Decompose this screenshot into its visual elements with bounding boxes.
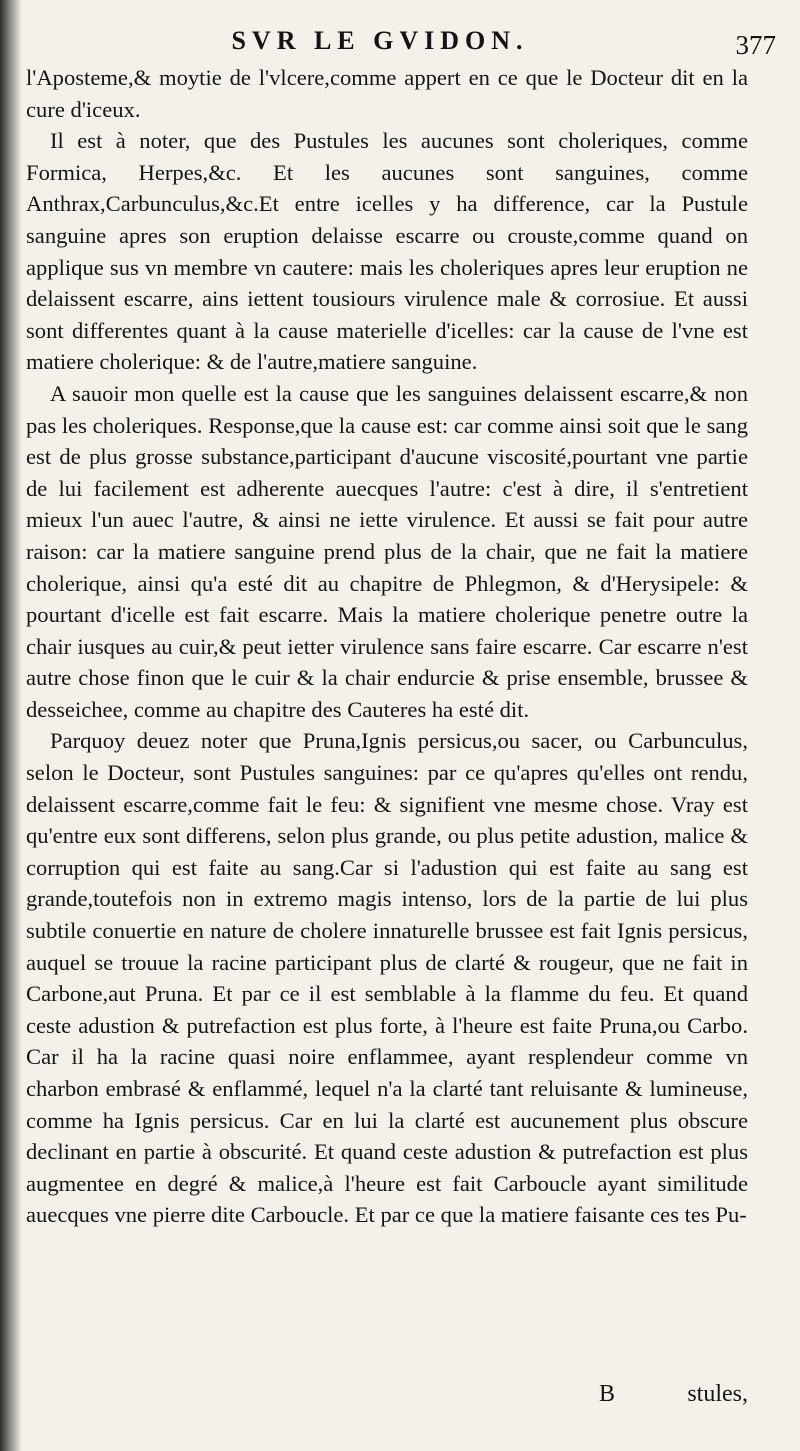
catchline [26,1381,748,1415]
running-title: SVR LE GVIDON. [231,26,529,55]
page-number: 377 [735,30,776,60]
paragraph: Parquoy deuez noter que Pruna,Ignis persicus,ou sacer, ou Carbunculus, selon le Docteur, sont Pustules sanguines: par ce qu'apres qu'elles ont rendu, delaissent escarre,comme fait le feu: & signifient vne mesme chose. Vray est qu'entre eux sont differens, selon plus grande, ou plus petite adustion, malice & corruption qui est faite au sang.Car si l'adustion qui est faite au sang est grande,toutefois non in extremo magis intenso, lors de la partie de lui plus subtile conuertie en nature de cholere innaturelle brussee est fait Ignis persicus, auquel se trouue la racine participant plus de clarté & rougeur, que ne fait in Carbone,aut Pruna. Et par ce il est semblable à la flamme du feu. Et quand ceste adustion & putrefaction est plus forte, à l'heure est faite Pruna,ou Carbo. Car il ha la racine quasi noire enflammee, ayant resplendeur comme vn charbon embrasé & enflammé, lequel n'a la clarté tant reluisante & lumineuse, comme ha Ignis persicus. Car en lui la clarté est aucunement plus obscure declinant en partie à obscurité. Et quand ceste adustion & putrefaction est plus augmentee en degré & malice,à l'heure est fait Carboucle ayant similitude auecques vne pierre dite Carboucle. Et par ce que la matiere faisante ces tes Pu- [26,728,748,1228]
catchword: stules, [687,1381,748,1407]
text-body [26,62,748,1231]
paragraph: A sauoir mon quelle est la cause que les sanguines delaissent escarre,& non pas les choleriques. Response,que la cause est: car comme ainsi soit que le sang est de plus grosse substance,participant d'aucune viscosité,pourtant vne partie de lui facilement est adherente auecques l'autre: c'est à dire, il s'entretient mieux l'un auec l'autre, & ainsi ne iette virulence. Et aussi se fait pour autre raison: car la matiere sanguine prend plus de la chair, que ne fait la matiere cholerique, ainsi qu'a esté dit au chapitre de Phlegmon, & d'Herysipele: & pourtant d'icelle est fait escarre. Mais la matiere cholerique penetre outre la chair iusques au cuir,& peut ietter virulence sans faire escarre. Car escarre n'est autre chose finon que le cuir & la chair endurcie & prise ensemble, brussee & desseichee, comme au chapitre des Cauteres ha esté dit. [26,380,748,722]
paragraph: Il est à noter, que des Pustules les aucunes sont choleriques, comme Formica, Herpes,&c. Et les aucunes sont sanguines, comme Anthrax,Carbunculus,&c.Et entre icelles y ha difference, car la Pustule sanguine apres son eruption delaisse escarre ou crouste,comme quand on applique sus vn membre vn cautere: mais les choleriques apres leur eruption ne delaissent escarre, ains iettent tousiours virulence male & corrosiue. Et aussi sont differentes quant à la cause materielle d'icelles: car la cause de l'vne est matiere cholerique: & de l'autre,matiere sanguine. [26,128,748,375]
paragraph-continuation: l'Aposteme,& moytie de l'vlcere,comme appert en ce que le Docteur dit en la cure d'iceux. [26,65,748,122]
gutter-shadow [0,0,22,1451]
signature-mark: B [599,1381,616,1407]
